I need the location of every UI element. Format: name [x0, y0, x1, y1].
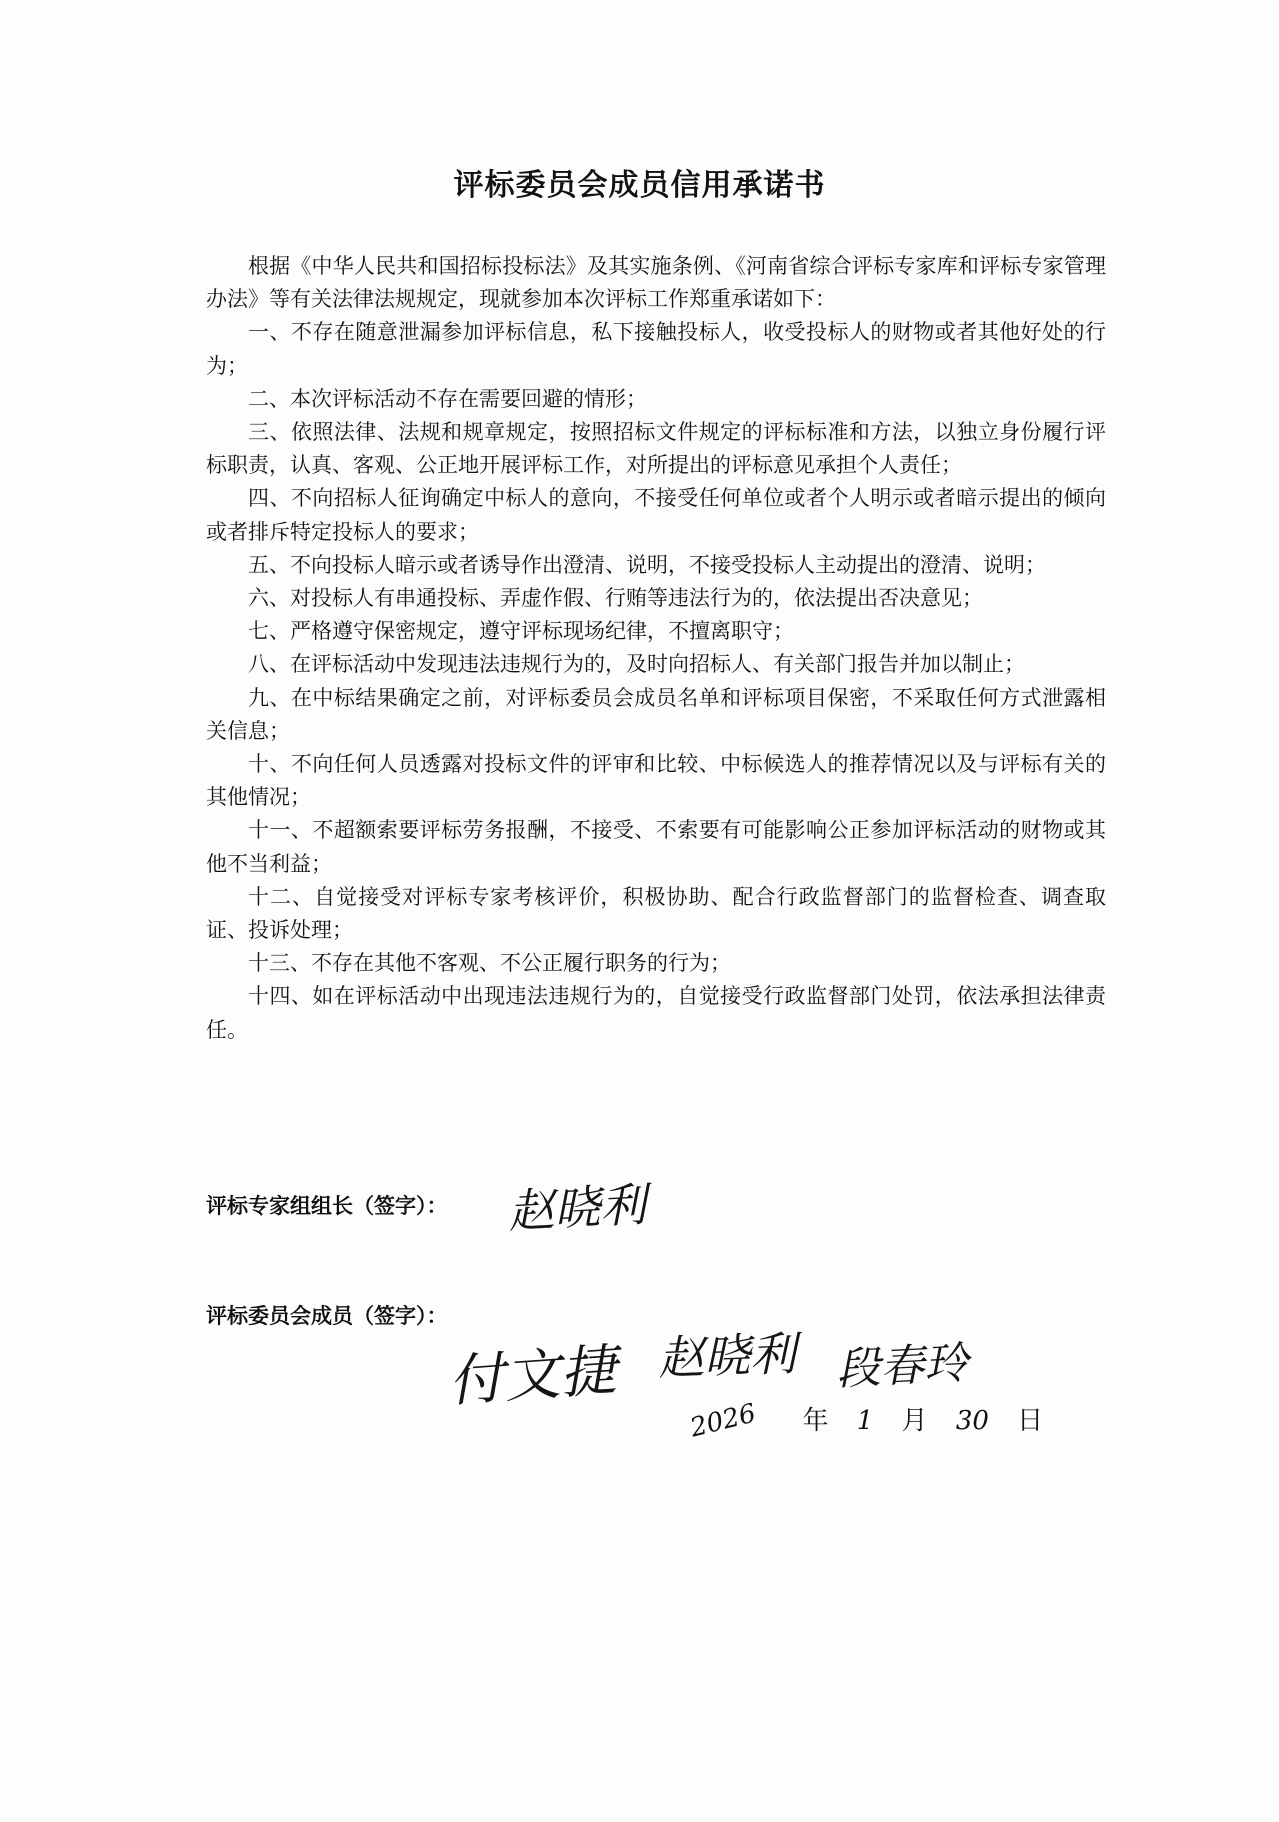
leader-signature-label: 评标专家组组长（签字）： [206, 1194, 448, 1218]
leader-signature: 赵晓利 [506, 1177, 648, 1239]
signing-date [687, 1398, 1057, 1444]
clause-4: 四、不向招标人征询确定中标人的意向，不接受任何单位或者个人明示或者暗示提出的倾向或者排斥特定投标人的要求； [206, 486, 1106, 544]
clause-7: 七、严格遵守保密规定，遵守评标现场纪律，不擅离职守； [248, 619, 794, 644]
clause-14: 十四、如在评标活动中出现违法违规行为的，自觉接受行政监督部门处罚，依法承担法律责任。 [206, 984, 1106, 1042]
clause-12: 十二、自觉接受对评标专家考核评价，积极协助、配合行政监督部门的监督检查、调查取证、投诉处理； [206, 884, 1106, 943]
clause-10: 十、不向任何人员透露对投标文件的评审和比较、中标候选人的推荐情况以及与评标有关的其他情况； [206, 752, 1106, 810]
intro-paragraph: 根据《中华人民共和国招标投标法》及其实施条例、《河南省综合评标专家库和评标专家管理办法》等有关法律法规规定，现就参加本次评标工作郑重承诺如下： [206, 254, 1106, 312]
clause-2: 二、本次评标活动不存在需要回避的情形； [248, 386, 647, 411]
clause-1: 一、不存在随意泄漏参加评标信息，私下接触投标人，收受投标人的财物或者其他好处的行为； [206, 320, 1106, 378]
date-day: 30 [955, 1406, 989, 1436]
clause-13: 十三、不存在其他不客观、不公正履行职务的行为； [248, 951, 731, 976]
clause-3: 三、依照法律、法规和规章规定，按照招标文件规定的评标标准和方法，以独立身份履行评标职责，认真、客观、公正地开展评标工作，对所提出的评标意见承担个人责任； [206, 420, 1106, 478]
clause-8: 八、在评标活动中发现违法违规行为的，及时向招标人、有关部门报告并加以制止； [248, 652, 1025, 677]
clause-9: 九、在中标结果确定之前，对评标委员会成员名单和评标项目保密，不采取任何方式泄露相关信息； [206, 685, 1106, 743]
member-signature-2: 赵晓利 [657, 1326, 798, 1386]
commitment-body [206, 250, 1106, 1047]
members-signature-label: 评标委员会成员（签字）： [206, 1304, 448, 1328]
clause-11: 十一、不超额索要评标劳务报酬，不接受、不索要有可能影响公正参加评标活动的财物或其他不当利益； [206, 818, 1106, 876]
clause-5: 五、不向投标人暗示或者诱导作出澄清、说明，不接受投标人主动提出的澄清、说明； [248, 552, 1046, 577]
member-signature-3: 段春玲 [834, 1337, 970, 1396]
date-month: 1 [856, 1406, 874, 1436]
date-day-unit: 日 [1017, 1406, 1044, 1436]
member-signature-1: 付文捷 [446, 1338, 619, 1415]
date-year-unit: 年 [802, 1406, 829, 1436]
document-title: 评标委员会成员信用承诺书 [453, 168, 826, 203]
date-year: 2026 [687, 1398, 759, 1444]
clause-6: 六、对投标人有串通投标、弄虚作假、行贿等违法行为的，依法提出否决意见； [248, 586, 983, 611]
date-month-unit: 月 [901, 1406, 928, 1436]
